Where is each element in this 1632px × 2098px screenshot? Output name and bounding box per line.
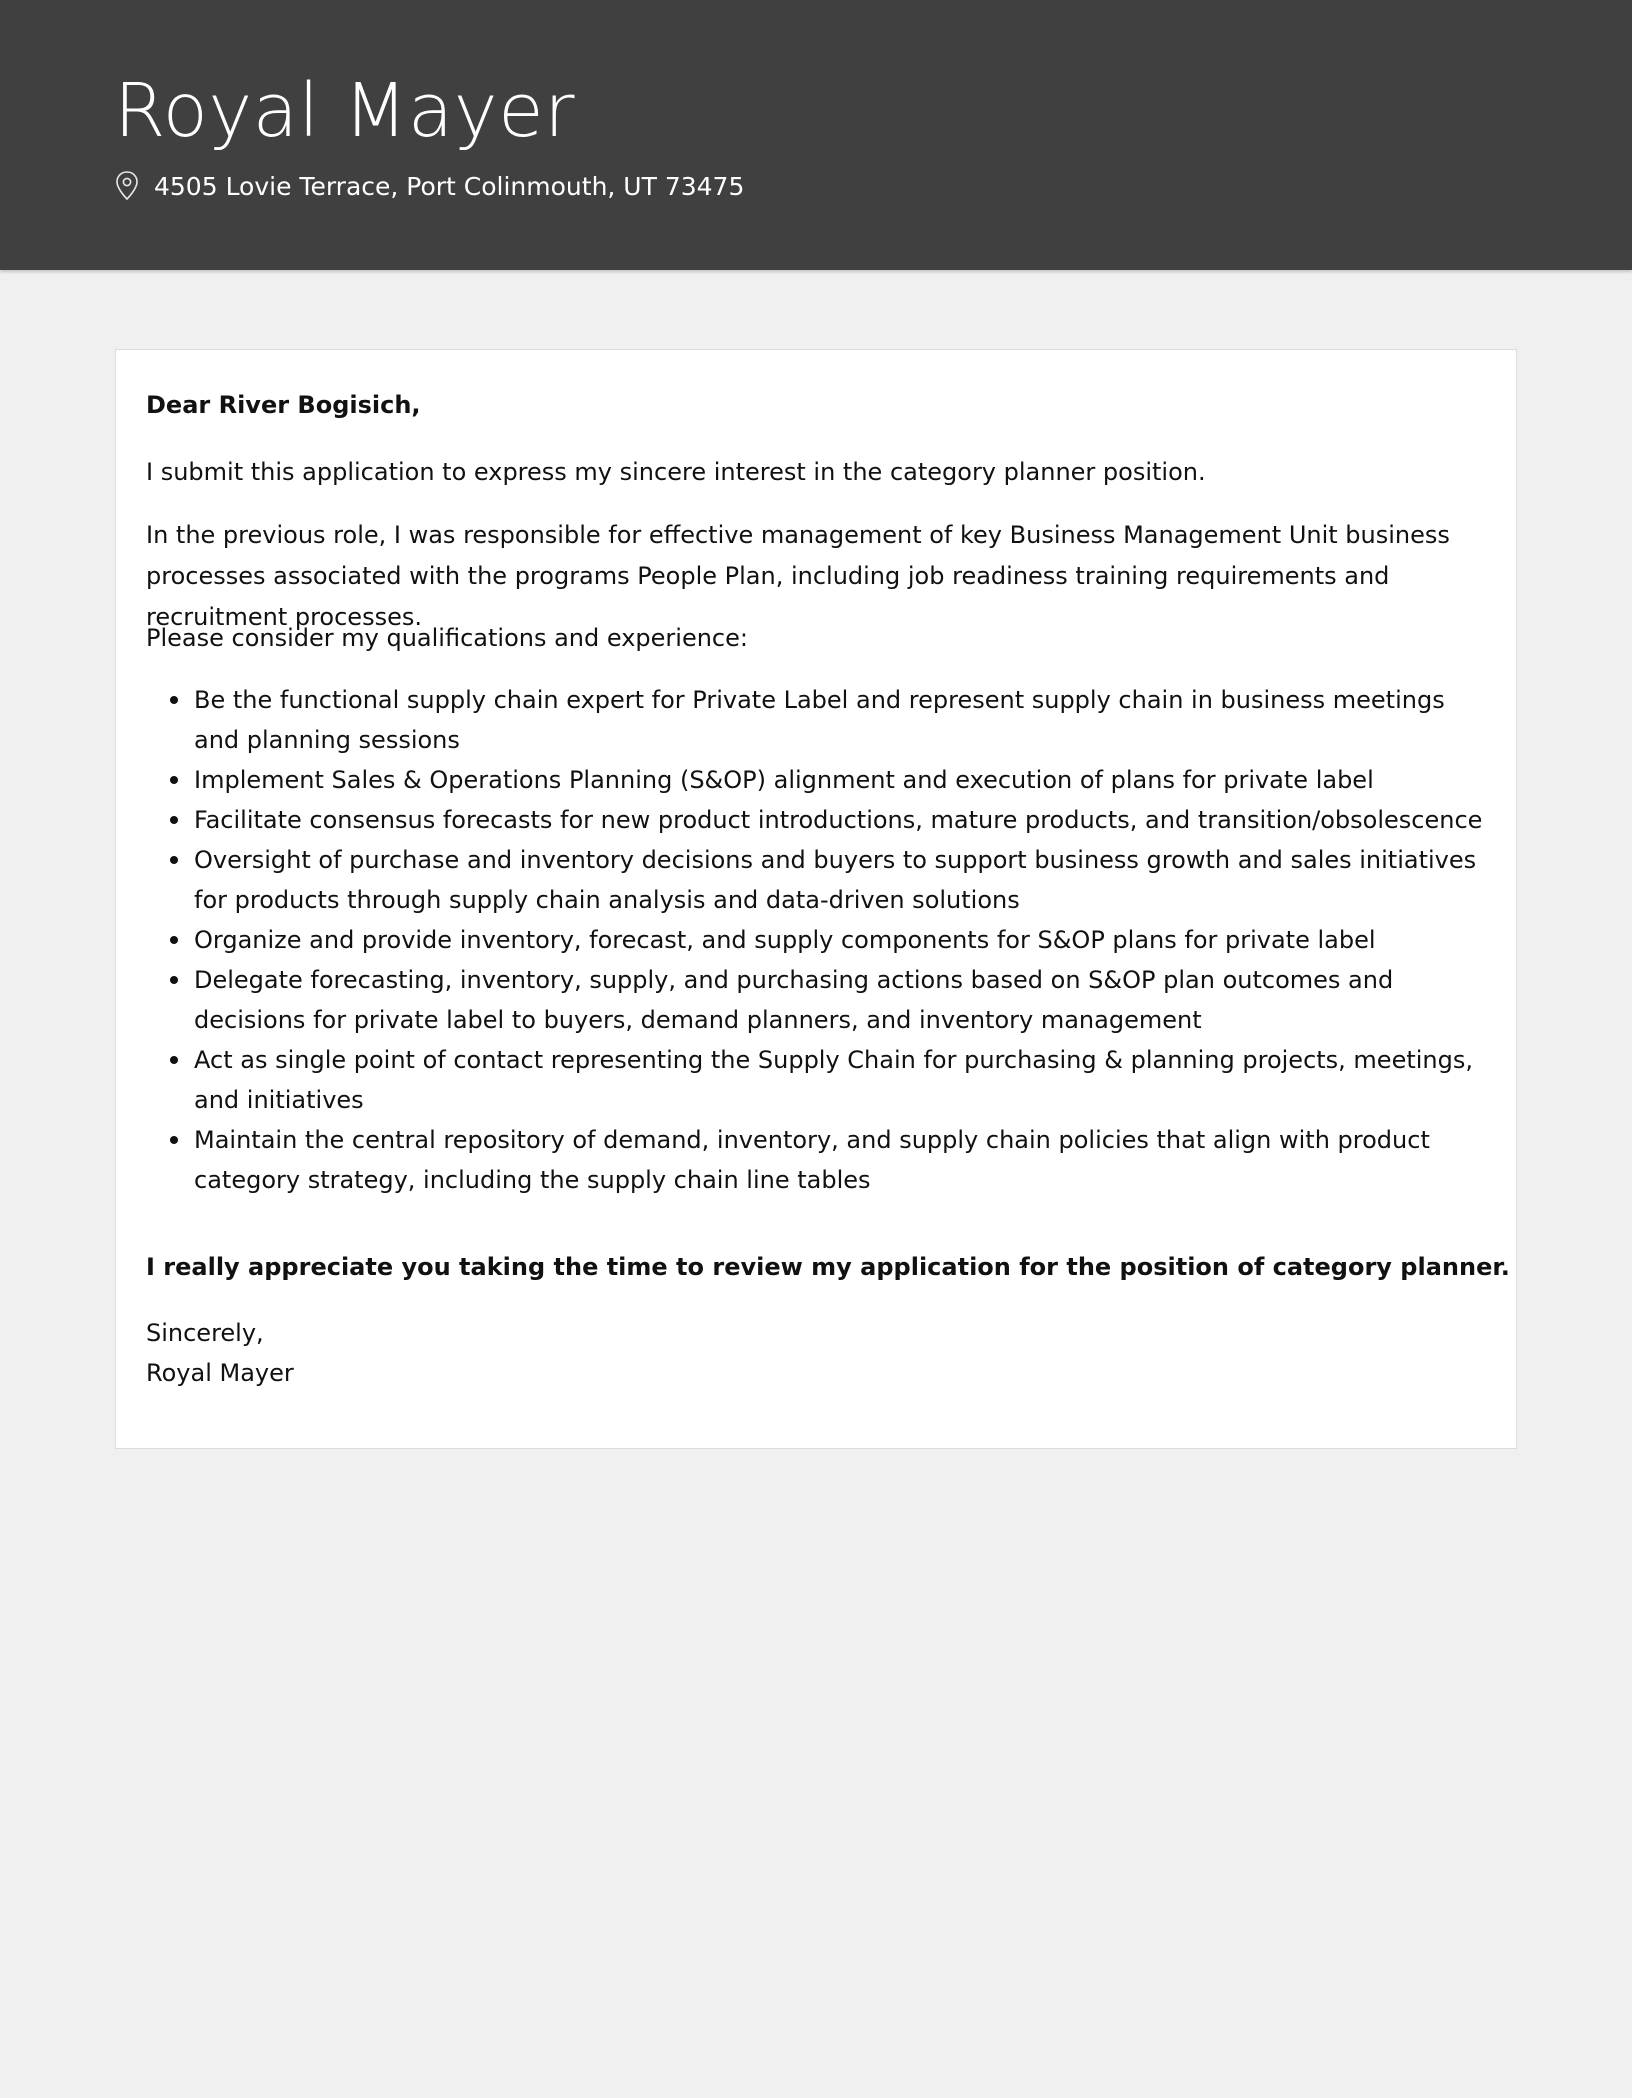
signature-name: Royal Mayer [146,1359,294,1387]
address-text: 4505 Lovie Terrace, Port Colinmouth, UT 73475 [154,171,745,201]
list-item: Maintain the central repository of demand, inventory, and supply chain policies that align with product category strategy, including the supply chain line tables [194,1120,1486,1200]
list-item: Be the functional supply chain expert for Private Label and represent supply chain in business meetings and planning sessions [194,680,1486,760]
list-item: Oversight of purchase and inventory decisions and buyers to support business growth and sales initiatives for products through supply chain analysis and data-driven solutions [194,840,1486,920]
signoff-block [146,1313,294,1393]
list-item: Facilitate consensus forecasts for new product introductions, mature products, and transition/obsolescence [194,800,1486,840]
qualifications-list [146,680,1486,1200]
salutation: Dear River Bogisich, [146,391,421,419]
list-item: Delegate forecasting, inventory, supply, and purchasing actions based on S&OP plan outcomes and decisions for private label to buyers, demand planners, and inventory management [194,960,1486,1040]
cover-letter-card [115,349,1517,1449]
address-line [114,166,744,206]
experience-paragraph: In the previous role, I was responsible for effective management of key Business Management Unit business processes associated with the programs People Plan, including job readiness training requirements and recruitment processes. [146,521,1450,631]
signoff: Sincerely, [146,1319,264,1347]
map-pin-icon [114,170,140,202]
qualifications-lead: Please consider my qualifications and experience: [146,624,748,652]
header-banner [0,0,1632,270]
applicant-name: Royal Mayer [114,68,576,154]
intro-paragraph: I submit this application to express my sincere interest in the category planner position. [146,458,1206,486]
list-item: Act as single point of contact representing the Supply Chain for purchasing & planning projects, meetings, and initiatives [194,1040,1486,1120]
closing-statement: I really appreciate you taking the time to review my application for the position of category planner. [146,1253,1510,1281]
list-item: Implement Sales & Operations Planning (S&OP) alignment and execution of plans for private label [194,760,1486,800]
list-item: Organize and provide inventory, forecast, and supply components for S&OP plans for private label [194,920,1486,960]
